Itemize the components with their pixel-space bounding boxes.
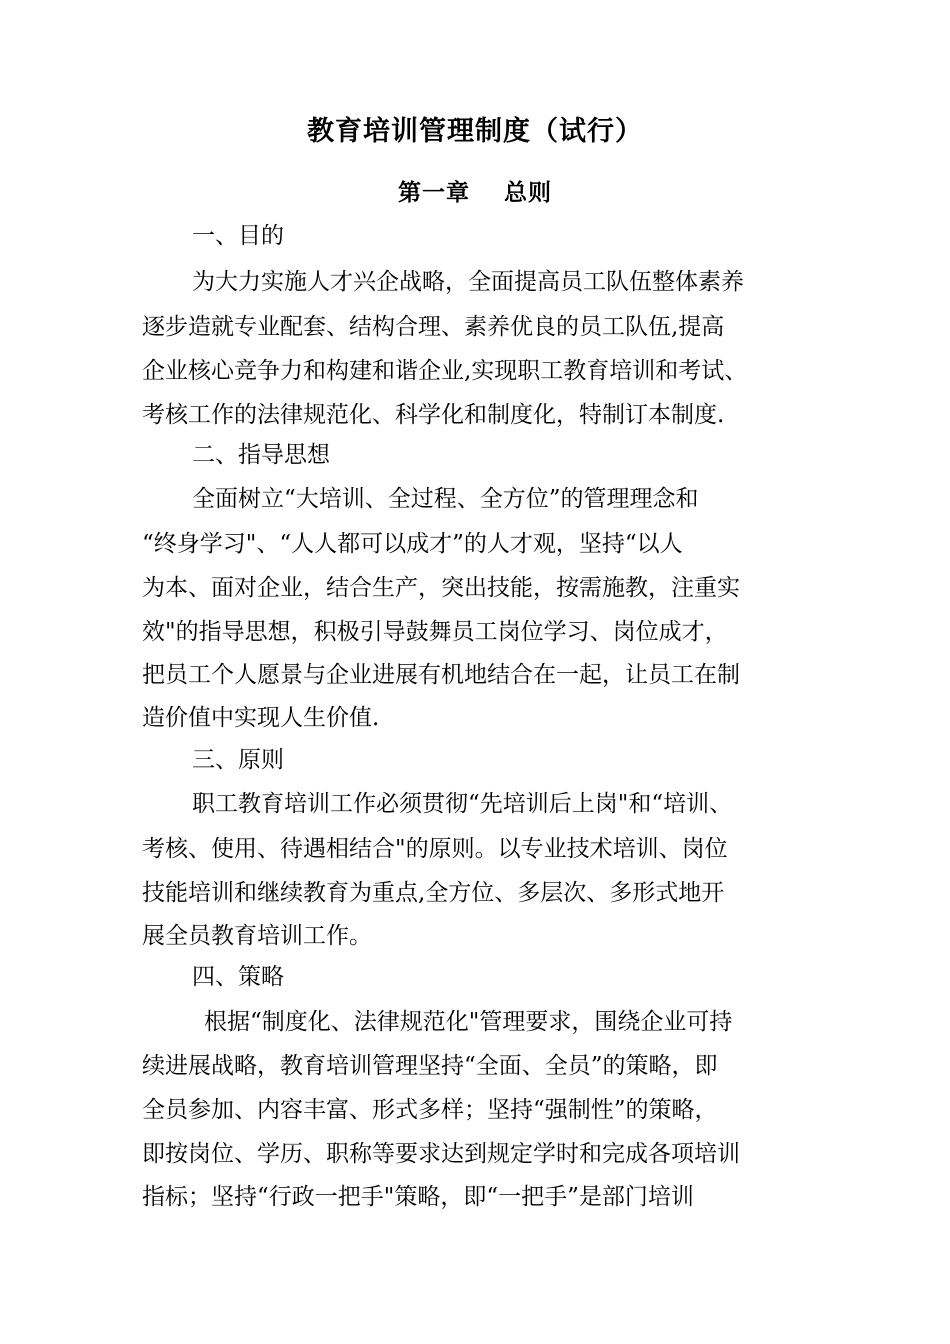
paragraph-line: 考核工作的法律规范化、科学化和制度化，特制订本制度. <box>142 402 725 428</box>
chapter-name: 总则 <box>504 180 552 206</box>
paragraph-line: 根据“制度化、法律规范化"管理要求，围绕企业可持 <box>204 1009 733 1035</box>
section-heading: 四、策略 <box>192 964 284 990</box>
paragraph-line: 职工教育培训工作必须贯彻“先培训后上岗"和“培训、 <box>192 791 733 817</box>
paragraph-line: 为本、面对企业，结合生产，突出技能，按需施教，注重实 <box>142 575 740 601</box>
section-heading: 二、指导思想 <box>192 442 330 468</box>
paragraph-line: 为大力实施人才兴企战略，全面提高员工队伍整体素养 <box>192 269 744 295</box>
paragraph-line: 效"的指导思想，积极引导鼓舞员工岗位学习、岗位成才， <box>142 619 728 645</box>
paragraph-line: “终身学习"、“人人都可以成才”的人才观，坚持“以人 <box>142 531 683 557</box>
document-title: 教育培训管理制度（试行） <box>307 116 643 147</box>
paragraph-line: 即按岗位、学历、职称等要求达到规定学时和完成各项培训 <box>142 1141 740 1167</box>
paragraph-line: 展全员教育培训工作。 <box>142 923 372 949</box>
paragraph-line: 考核、使用、待遇相结合"的原则。以专业技术培训、岗位 <box>142 836 728 862</box>
paragraph-line: 全面树立“大培训、全过程、全方位”的管理理念和 <box>192 486 699 512</box>
paragraph-line: 指标；坚持“行政一把手"策略，即“一把手”是部门培训 <box>142 1184 694 1210</box>
section-heading: 三、原则 <box>192 747 284 773</box>
chapter-label: 第一章 <box>398 180 470 206</box>
paragraph-line: 续进展战略，教育培训管理坚持“全面、全员”的策略，即 <box>142 1053 718 1079</box>
paragraph-line: 造价值中实现人生价值. <box>142 705 380 731</box>
chapter-heading <box>0 174 950 212</box>
paragraph-line: 技能培训和继续教育为重点,全方位、多层次、多形式地开 <box>142 880 725 906</box>
paragraph-line: 全员参加、内容丰富、形式多样；坚持“强制性”的策略， <box>142 1097 718 1123</box>
section-heading: 一、目的 <box>192 223 284 249</box>
paragraph-line: 逐步造就专业配套、结构合理、素养优良的员工队伍,提高 <box>142 314 725 340</box>
paragraph-line: 把员工个人愿景与企业进展有机地结合在一起，让员工在制 <box>142 662 740 688</box>
paragraph-line: 企业核心竞争力和构建和谐企业,实现职工教育培训和考试、 <box>142 358 748 384</box>
